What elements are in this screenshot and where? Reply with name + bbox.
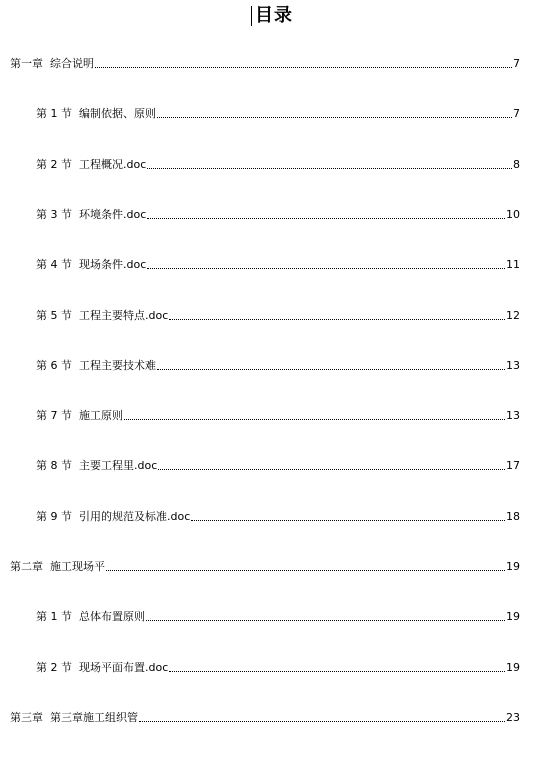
dot-leader [147, 167, 512, 169]
entry-page-number: 10 [506, 208, 520, 221]
entry-page-number: 23 [506, 711, 520, 724]
dot-leader [124, 418, 505, 420]
toc-section-entry[interactable] [36, 107, 520, 121]
dot-leader [95, 66, 512, 68]
dot-leader [169, 318, 505, 320]
entry-number: 第 3 节 [36, 208, 72, 221]
dot-leader [158, 468, 505, 470]
entry-title: 现场平面布置.doc [79, 661, 169, 674]
entry-number: 第 1 节 [36, 107, 72, 120]
entry-number: 第一章 [10, 57, 43, 70]
entry-title: 现场条件.doc [79, 258, 147, 271]
dot-leader [169, 670, 505, 672]
toc-section-entry[interactable] [36, 208, 520, 222]
toc-section-entry[interactable] [36, 158, 520, 172]
entry-title: 主要工程里.doc [79, 459, 158, 472]
entry-page-number: 19 [506, 610, 520, 623]
entry-number: 第 4 节 [36, 258, 72, 271]
dot-leader [147, 267, 505, 269]
entry-page-number: 8 [513, 158, 520, 171]
toc-section-entry[interactable] [36, 661, 520, 675]
entry-number: 第 1 节 [36, 610, 72, 623]
entry-page-number: 13 [506, 409, 520, 422]
entry-title: 施工现场平 [50, 560, 105, 573]
entry-number: 第 5 节 [36, 309, 72, 322]
toc-section-entry[interactable] [36, 610, 520, 624]
dot-leader [106, 569, 505, 571]
entry-number: 第三章 [10, 711, 43, 724]
toc-section-entry[interactable] [36, 359, 520, 373]
entry-title: 编制依据、原则 [79, 107, 156, 120]
entry-title: 施工原则 [79, 409, 123, 422]
toc-section-entry[interactable] [36, 459, 520, 473]
entry-page-number: 17 [506, 459, 520, 472]
toc-section-entry[interactable] [36, 510, 520, 524]
entry-page-number: 7 [513, 107, 520, 120]
entry-page-number: 11 [506, 258, 520, 271]
entry-title: 综合说明 [50, 57, 94, 70]
entry-number: 第 6 节 [36, 359, 72, 372]
entry-number: 第 7 节 [36, 409, 72, 422]
entry-page-number: 19 [506, 661, 520, 674]
entry-page-number: 12 [506, 309, 520, 322]
entry-page-number: 19 [506, 560, 520, 573]
toc-chapter-entry[interactable] [10, 560, 520, 574]
entry-number: 第 2 节 [36, 158, 72, 171]
toc-section-entry[interactable] [36, 409, 520, 423]
toc-chapter-entry[interactable] [10, 57, 520, 71]
entry-title: 环境条件.doc [79, 208, 147, 221]
dot-leader [146, 619, 505, 621]
toc-title: 目录 [255, 5, 293, 26]
dot-leader [157, 368, 505, 370]
dot-leader [191, 519, 505, 521]
dot-leader [139, 720, 505, 722]
dot-leader [147, 217, 505, 219]
entry-page-number: 7 [513, 57, 520, 70]
entry-title: 工程主要技术难 [79, 359, 156, 372]
entry-page-number: 18 [506, 510, 520, 523]
entry-number: 第二章 [10, 560, 43, 573]
entry-title: 工程概况.doc [79, 158, 147, 171]
toc-section-entry[interactable] [36, 258, 520, 272]
toc-section-entry[interactable] [36, 309, 520, 323]
entry-number: 第 2 节 [36, 661, 72, 674]
entry-page-number: 13 [506, 359, 520, 372]
entry-title: 总体布置原则 [79, 610, 145, 623]
dot-leader [157, 116, 512, 118]
toc-chapter-entry[interactable] [10, 711, 520, 725]
entry-number: 第 8 节 [36, 459, 72, 472]
entry-number: 第 9 节 [36, 510, 72, 523]
entry-title: 第三章施工组织管 [50, 711, 138, 724]
entry-title: 工程主要特点.doc [79, 309, 169, 322]
entry-title: 引用的规范及标准.doc [79, 510, 191, 523]
